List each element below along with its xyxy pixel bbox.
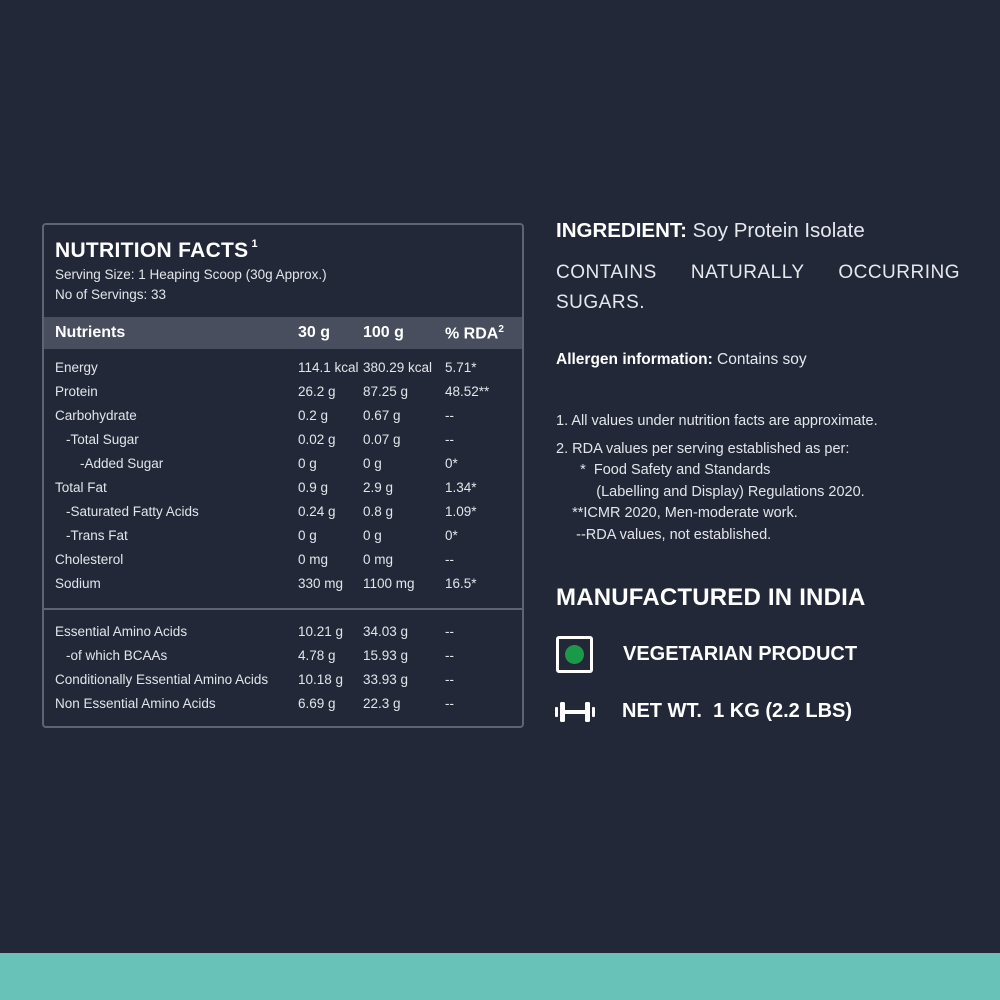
nutrient-name: -Total Sugar <box>66 432 139 447</box>
vegetarian-label: VEGETARIAN PRODUCT <box>623 643 858 665</box>
nutrient-name: Sodium <box>55 576 101 591</box>
value-30g: 0.24 g <box>298 504 336 519</box>
value-rda: -- <box>445 648 454 663</box>
nutrient-name: Conditionally Essential Amino Acids <box>55 672 269 687</box>
table-row <box>44 693 522 717</box>
value-30g: 4.78 g <box>298 648 336 663</box>
value-30g: 0 g <box>298 456 317 471</box>
table-row <box>44 669 522 693</box>
nutrient-name: Carbohydrate <box>55 408 137 423</box>
table-row <box>44 645 522 669</box>
value-30g: 6.69 g <box>298 696 336 711</box>
value-rda: -- <box>445 552 454 567</box>
value-30g: 0 mg <box>298 552 329 567</box>
nutrient-name: Total Fat <box>55 480 107 495</box>
value-100g: 0 mg <box>363 552 394 567</box>
table-row <box>44 501 522 525</box>
footnote-line: 1. All values under nutrition facts are approximate. <box>556 413 878 429</box>
value-rda: 0* <box>445 528 458 543</box>
nutrient-name: -of which BCAAs <box>66 648 168 663</box>
amino-acid-rows <box>44 621 522 717</box>
value-100g: 0.8 g <box>363 504 394 519</box>
table-row <box>44 429 522 453</box>
allergen-value: Contains soy <box>712 351 807 368</box>
dumbbell-icon <box>554 701 596 723</box>
value-rda: 0* <box>445 456 458 471</box>
serving-size: Serving Size: 1 Heaping Scoop (30g Approx.) <box>55 267 327 282</box>
value-rda: 1.34* <box>445 480 477 495</box>
nutrient-name: Energy <box>55 360 98 375</box>
value-rda: 1.09* <box>445 504 477 519</box>
table-row <box>44 453 522 477</box>
value-rda: -- <box>445 408 454 423</box>
nutrient-name: -Trans Fat <box>66 528 128 543</box>
value-rda: -- <box>445 432 454 447</box>
table-header <box>44 317 522 349</box>
value-30g: 0 g <box>298 528 317 543</box>
header-rda-text: % RDA <box>445 325 499 343</box>
nutrient-name: Non Essential Amino Acids <box>55 696 216 711</box>
value-rda: -- <box>445 696 454 711</box>
table-row <box>44 621 522 645</box>
value-100g: 2.9 g <box>363 480 394 495</box>
header-30g: 30 g <box>298 324 331 341</box>
allergen-label: Allergen information: <box>556 351 713 368</box>
net-weight-label: NET WT. 1 KG (2.2 LBS) <box>622 700 853 722</box>
ingredient-line <box>556 219 960 243</box>
table-row <box>44 525 522 549</box>
manufactured-in-india: MANUFACTURED IN INDIA <box>556 584 866 611</box>
nutrient-name: Cholesterol <box>55 552 124 567</box>
value-30g: 0.2 g <box>298 408 329 423</box>
vegetarian-badge <box>556 636 857 673</box>
table-row <box>44 477 522 501</box>
net-weight-badge <box>554 700 852 723</box>
veg-dot <box>565 645 584 664</box>
footnote-line: 2. RDA values per serving established as per: <box>556 440 850 457</box>
ingredient-value: Soy Protein Isolate <box>686 219 865 242</box>
table-row <box>44 573 522 597</box>
header-rda <box>445 324 504 343</box>
title-footnote-mark: 1 <box>251 238 258 250</box>
value-30g: 10.18 g <box>298 672 344 687</box>
section-divider <box>44 608 522 610</box>
value-100g: 15.93 g <box>363 648 409 663</box>
header-100g: 100 g <box>363 324 404 341</box>
value-100g: 0.67 g <box>363 408 401 423</box>
value-100g: 1100 mg <box>363 576 415 591</box>
nutrition-title-text: NUTRITION FACTS <box>55 239 249 262</box>
footnotes <box>556 411 960 546</box>
table-row <box>44 549 522 573</box>
value-30g: 0.02 g <box>298 432 336 447</box>
value-100g: 0 g <box>363 456 382 471</box>
value-30g: 0.9 g <box>298 480 329 495</box>
value-30g: 330 mg <box>298 576 344 591</box>
footnote-line: * Food Safety and Standards <box>556 462 771 478</box>
bottom-accent-band <box>0 953 1000 1000</box>
value-100g: 33.93 g <box>363 672 409 687</box>
table-row <box>44 405 522 429</box>
header-nutrients: Nutrients <box>55 324 126 341</box>
nutrition-facts-title <box>55 239 522 263</box>
value-rda: -- <box>445 672 454 687</box>
value-100g: 87.25 g <box>363 384 409 399</box>
value-100g: 0.07 g <box>363 432 401 447</box>
ingredient-label: INGREDIENT: <box>556 219 687 242</box>
value-100g: 22.3 g <box>363 696 401 711</box>
table-row <box>44 381 522 405</box>
value-100g: 0 g <box>363 528 382 543</box>
footnote-line: --RDA values, not established. <box>556 526 772 543</box>
value-rda: 48.52** <box>445 384 490 399</box>
value-rda: 5.71* <box>445 360 477 375</box>
servings-count: No of Servings: 33 <box>55 287 167 302</box>
veg-mark-icon <box>556 636 593 673</box>
footnote-line: (Labelling and Display) Regulations 2020. <box>556 483 865 500</box>
nutrient-name: -Saturated Fatty Acids <box>66 504 199 519</box>
allergen-info <box>556 351 960 369</box>
header-rda-footnote: 2 <box>498 324 504 335</box>
contains-sugars-note: CONTAINS NATURALLY OCCURRING SUGARS. <box>556 262 960 313</box>
value-30g: 26.2 g <box>298 384 336 399</box>
nutrient-name: Protein <box>55 384 98 399</box>
nutrient-name: -Added Sugar <box>80 456 164 471</box>
nutrition-facts-panel <box>42 223 524 728</box>
nutrient-name: Essential Amino Acids <box>55 624 188 639</box>
value-30g: 114.1 kcal <box>298 360 359 375</box>
nutrient-rows <box>44 357 522 597</box>
value-100g: 34.03 g <box>363 624 409 639</box>
value-30g: 10.21 g <box>298 624 344 639</box>
value-rda: 16.5* <box>445 576 477 591</box>
value-rda: -- <box>445 624 454 639</box>
value-100g: 380.29 kcal <box>363 360 433 375</box>
table-row <box>44 357 522 381</box>
footnote-line: **ICMR 2020, Men-moderate work. <box>556 505 798 521</box>
